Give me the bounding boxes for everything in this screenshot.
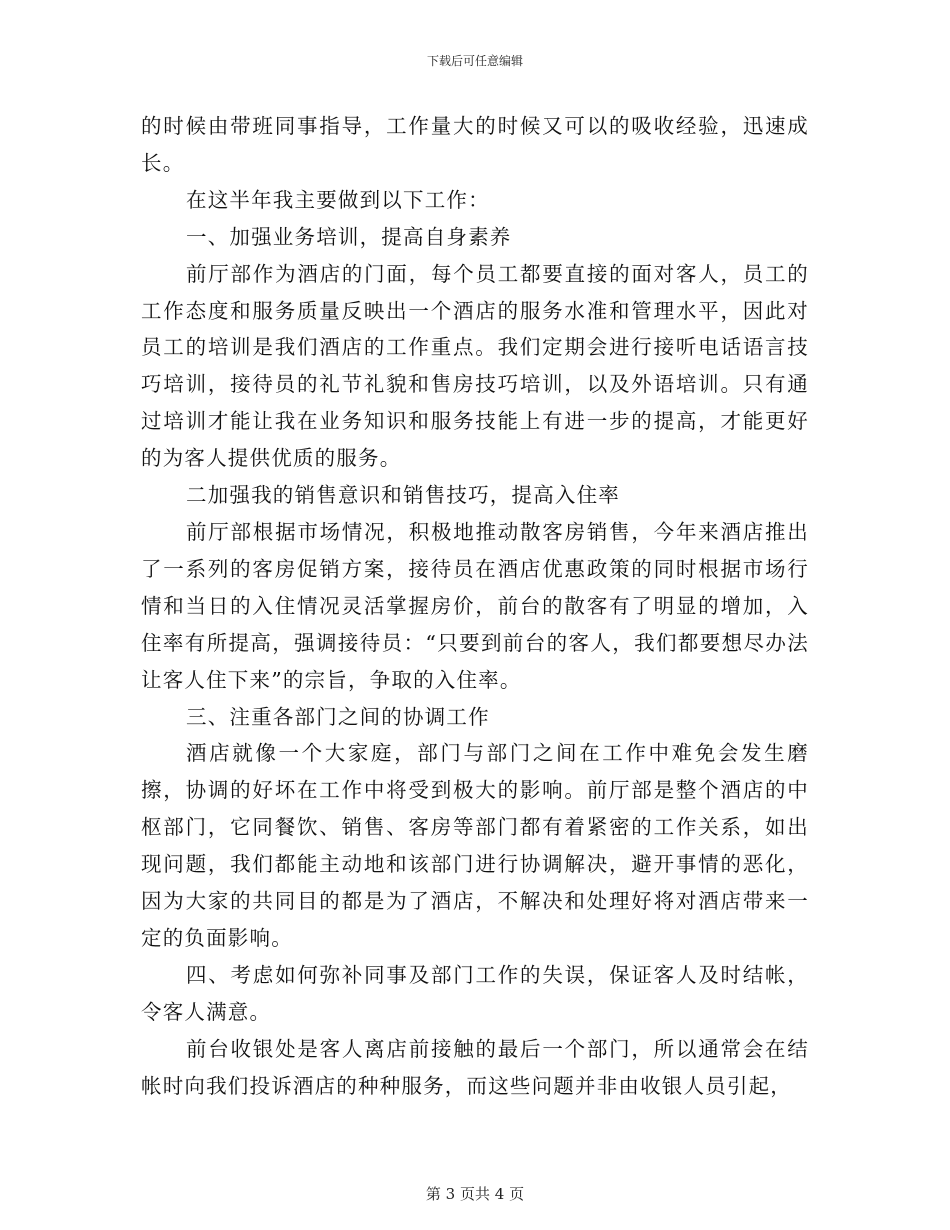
section-heading-1: 一、加强业务培训，提高自身素养 bbox=[186, 224, 512, 249]
paragraph-intro: 在这半年我主要做到以下工作： bbox=[186, 187, 490, 212]
paragraph-section-3: 酒店就像一个大家庭，部门与部门之间在工作中难免会发生磨擦，协调的好坏在工作中将受到极大的影响。前厅部是整个酒店的中枢部门，它同餐饮、销售、客房等部门都有着紧密的工作关系，如出现问题，我们都能主动地和该部门进行协调解决，避开事情的恶化，因为大家的共同目的都是为了酒店，不解决和处理好将对酒店带来一定的负面影响。 bbox=[141, 741, 809, 950]
section-heading-3: 三、注重各部门之间的协调工作 bbox=[186, 704, 490, 729]
section-heading-2: 二加强我的销售意识和销售技巧，提高入住率 bbox=[186, 483, 620, 508]
page-header: 下载后可任意编辑 bbox=[426, 54, 523, 68]
page-footer: 第 3 页共 4 页 bbox=[425, 1185, 525, 1203]
document-body bbox=[141, 108, 809, 1104]
paragraph-continuation: 的时候由带班同事指导，工作量大的时候又可以的吸收经验，迅速成长。 bbox=[141, 114, 809, 175]
section-heading-4: 四、考虑如何弥补同事及部门工作的失误，保证客人及时结帐，令客人满意。 bbox=[141, 962, 809, 1024]
paragraph-section-4: 前台收银处是客人离店前接触的最后一个部门，所以通常会在结帐时向我们投诉酒店的种种服务，而这些问题并非由收银人员引起， bbox=[141, 1036, 809, 1098]
paragraph-section-2: 前厅部根据市场情况，积极地推动散客房销售，今年来酒店推出了一系列的客房促销方案，接待员在酒店优惠政策的同时根据市场行情和当日的入住情况灵活掌握房价，前台的散客有了明显的增加，入住率有所提高，强调接待员：“只要到前台的客人，我们都要想尽办法让客人住下来”的宗旨，争取的入住率。 bbox=[141, 519, 809, 692]
paragraph-section-1: 前厅部作为酒店的门面，每个员工都要直接的面对客人，员工的工作态度和服务质量反映出一个酒店的服务水准和管理水平，因此对员工的培训是我们酒店的工作重点。我们定期会进行接听电话语言技巧培训，接待员的礼节礼貌和售房技巧培训，以及外语培训。只有通过培训才能让我在业务知识和服务技能上有进一步的提高，才能更好的为客人提供优质的服务。 bbox=[141, 261, 809, 471]
